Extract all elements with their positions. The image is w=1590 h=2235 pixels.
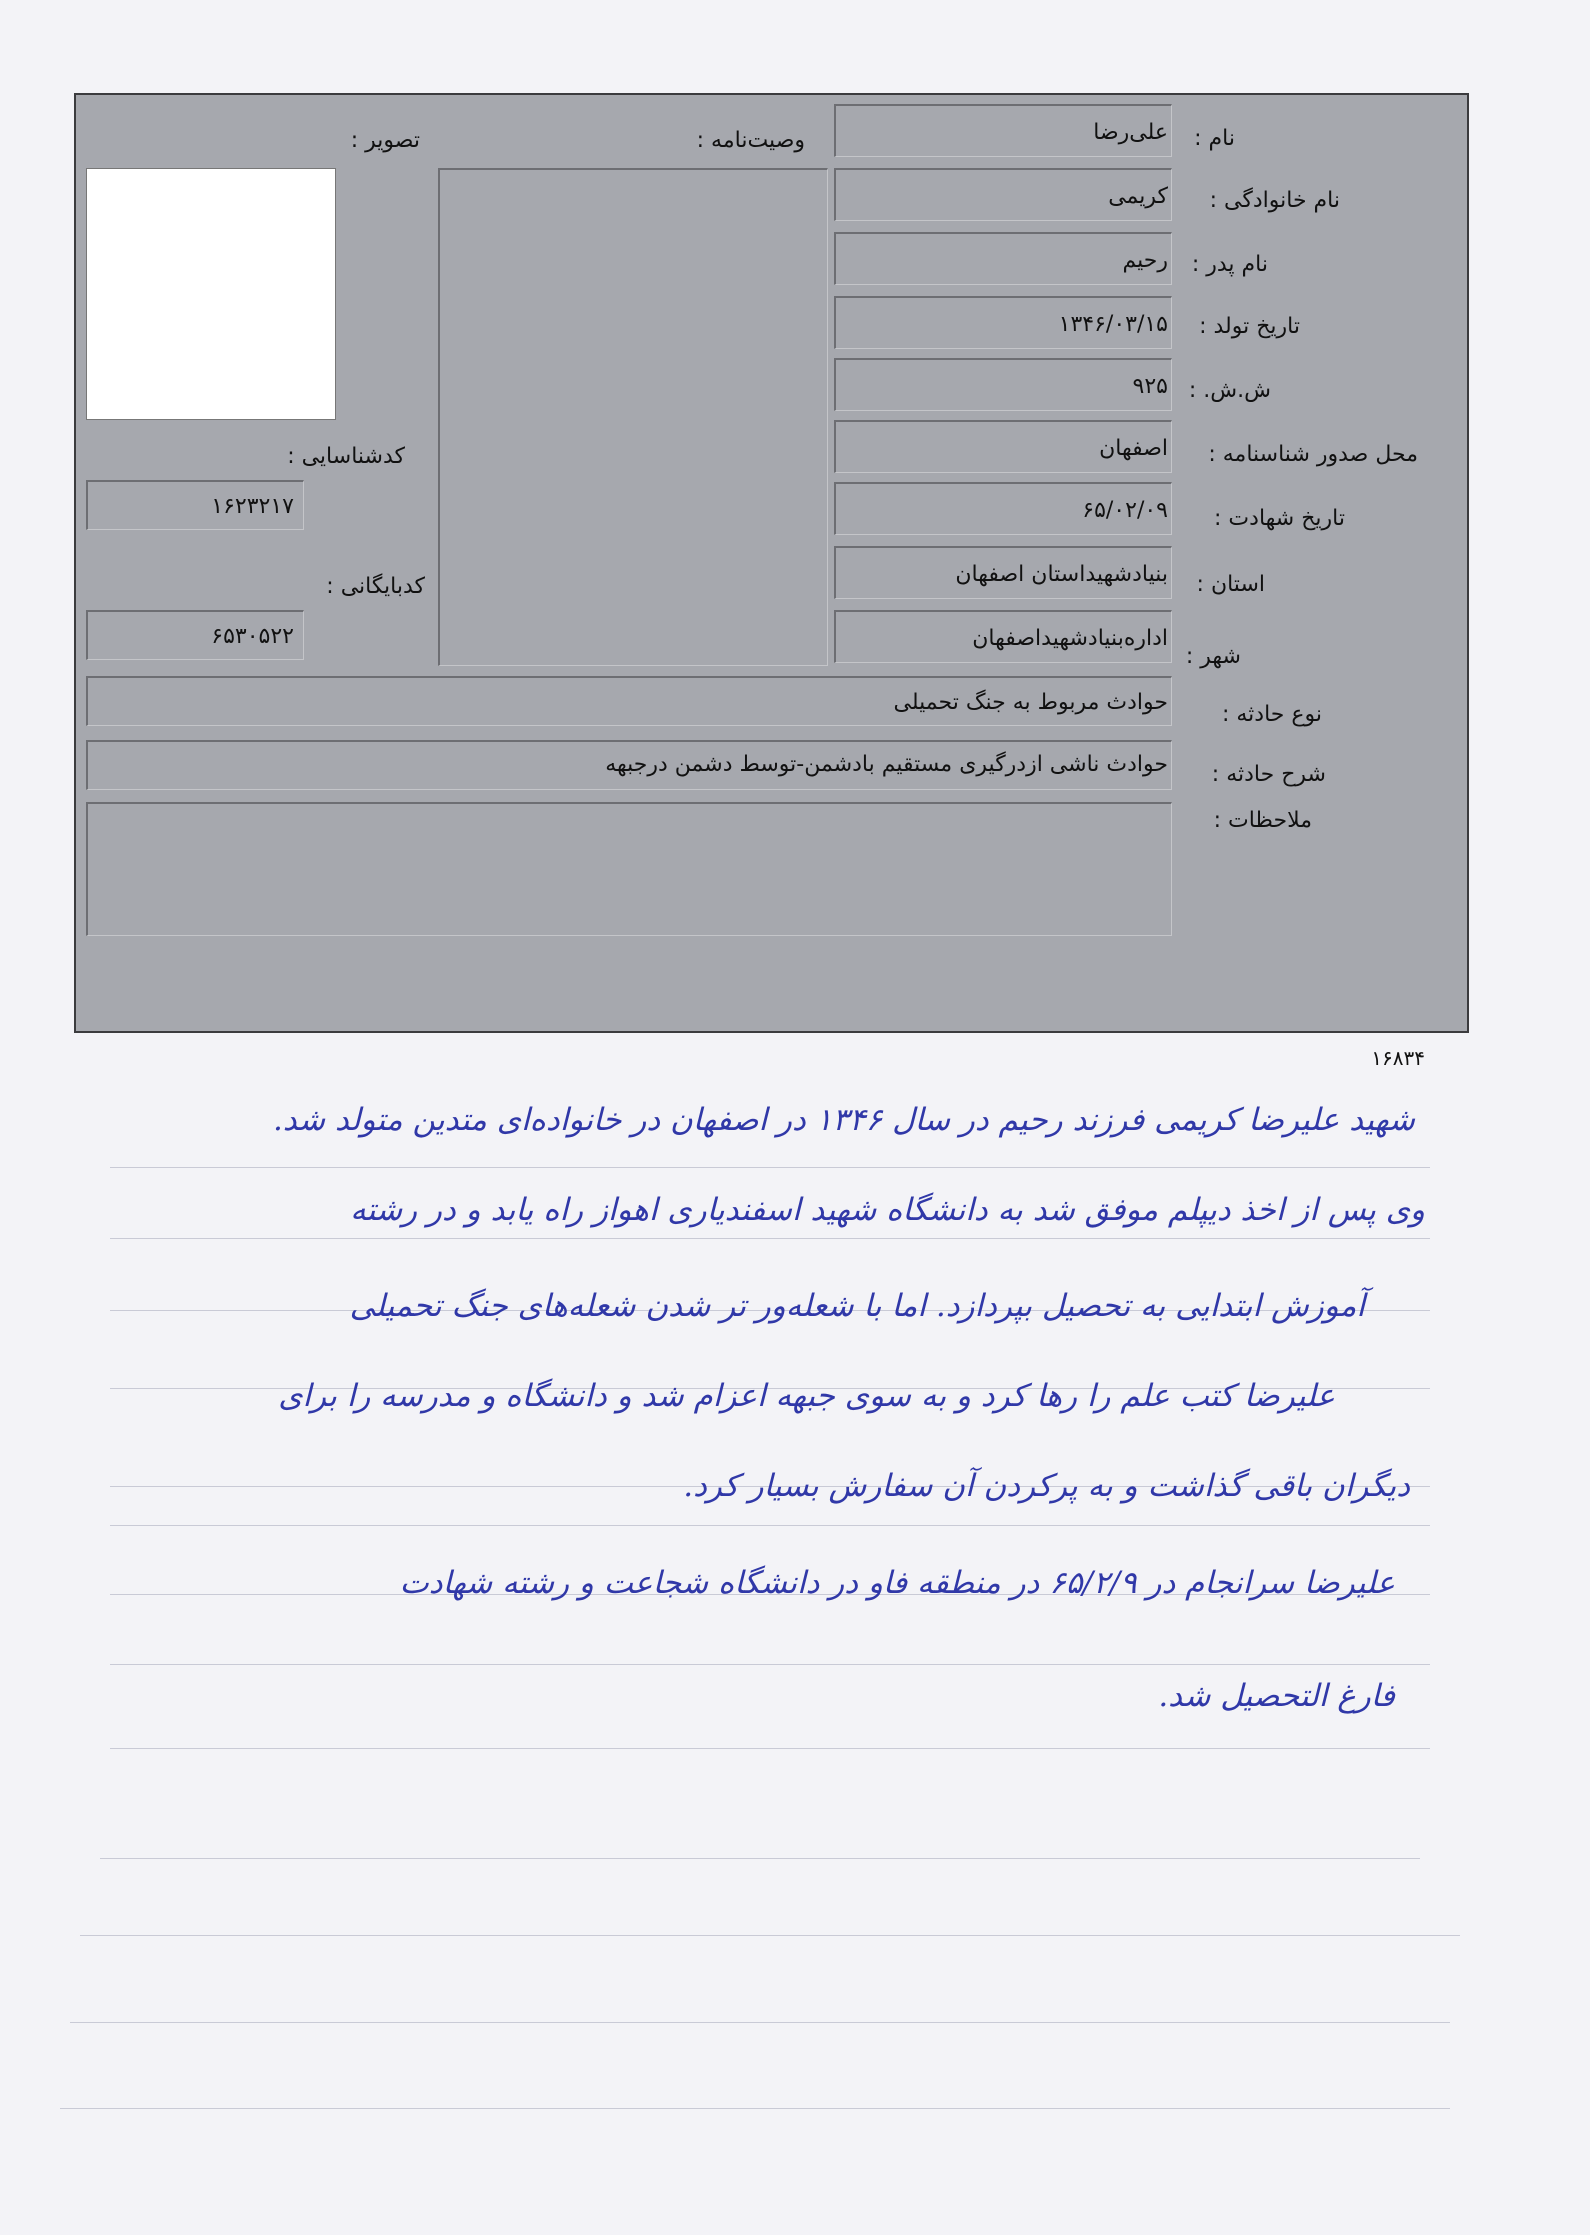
label-city: شهر : [1185,644,1241,669]
label-issue-place: محل صدور شناسنامه : [1208,442,1418,467]
value-incident-type: حوادث مربوط به جنگ تحمیلی [893,690,1168,715]
label-id-number: ش.ش. : [1188,378,1271,403]
ruled-line [110,1664,1430,1665]
label-photo: تصویر : [350,128,420,153]
document-number: ۱۶۸۳۴ [1371,1046,1425,1070]
ruled-line [100,1858,1420,1859]
label-notes: ملاحظات : [1213,808,1312,833]
handwritten-line: آموزش ابتدایی به تحصیل بپردازد. اما با شعله‌ور تر شدن شعله‌های جنگ تحمیلی [349,1288,1365,1324]
photo-placeholder [86,168,336,420]
ruled-line [110,1238,1430,1239]
handwritten-line: علیرضا کتب علم را رها کرد و به سوی جبهه اعزام شد و دانشگاه و مدرسه را برای [278,1378,1335,1414]
ruled-line [110,1748,1430,1749]
value-province: بنیادشهیداستان اصفهان [955,562,1168,587]
value-name: علی‌رضا [1093,120,1168,145]
value-issue-place: اصفهان [1099,436,1168,461]
value-birth-date: ۱۳۴۶/۰۳/۱۵ [1058,312,1168,337]
will-box [438,168,828,666]
label-archive-code: کدبایگانی : [326,574,425,599]
handwritten-line: وی پس از اخذ دیپلم موفق شد به دانشگاه شهید اسفندیاری اهواز راه یابد و در رشته [350,1192,1425,1228]
field-father [834,232,1172,285]
label-province: استان : [1196,572,1265,597]
value-family: کریمی [1108,184,1168,209]
field-id-number [834,358,1172,411]
value-id-code: ۱۶۲۳۲۱۷ [211,494,294,519]
label-incident-description: شرح حادثه : [1211,762,1326,787]
label-martyrdom-date: تاریخ شهادت : [1214,506,1345,531]
field-notes [86,802,1172,936]
value-id-number: ۹۲۵ [1132,374,1168,399]
value-incident-description: حوادث ناشی ازدرگیری مستقیم بادشمن-توسط دشمن درجبهه [605,752,1168,777]
label-id-code: کدشناسایی : [287,444,405,469]
handwritten-line: فارغ التحصیل شد. [1158,1678,1395,1714]
ruled-line [60,2108,1450,2109]
value-archive-code: ۶۵۳۰۵۲۲ [211,624,294,649]
label-will: وصیت‌نامه : [696,128,805,153]
ruled-line [70,2022,1450,2023]
label-incident-type: نوع حادثه : [1221,702,1322,727]
value-martyrdom-date: ۶۵/۰۲/۰۹ [1082,498,1168,523]
label-name: نام : [1194,126,1235,151]
value-city: اداره‌بنیادشهیداصفهان [972,626,1168,651]
ruled-line [110,1167,1430,1168]
ruled-line [80,1935,1460,1936]
ruled-line [110,1525,1430,1526]
handwritten-line: شهید علیرضا کریمی فرزند رحیم در سال ۱۳۴۶ در اصفهان در خانواده‌ای متدین متولد شد. [272,1102,1415,1138]
handwritten-line: علیرضا سرانجام در ۶۵/۲/۹ در منطقه فاو در دانشگاه شجاعت و رشته شهادت [399,1565,1395,1601]
label-birth-date: تاریخ تولد : [1199,314,1300,339]
label-family: نام خانوادگی : [1209,188,1340,213]
label-father: نام پدر : [1191,252,1268,277]
value-father: رحیم [1122,248,1168,273]
handwritten-line: دیگران باقی گذاشت و به پرکردن آن سفارش بسیار کرد. [683,1468,1410,1504]
